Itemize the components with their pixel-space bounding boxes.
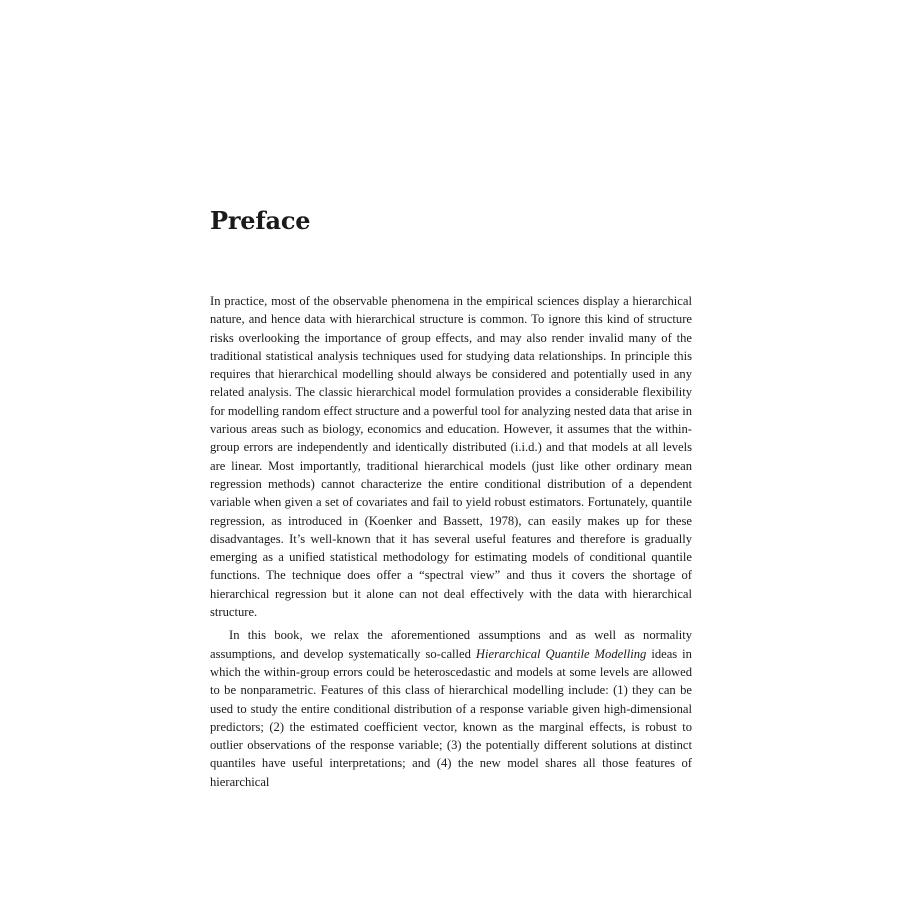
paragraph-2-text-start: In this book, we relax the aforementioned assumptions and as well as normality assumptions, and develop systematically so-called [210,628,692,661]
preface-body [210,292,692,791]
chapter-title: Preface [210,206,311,235]
emphasized-term: Hierarchical Quantile Modelling [475,646,647,661]
paragraph-1: In practice, most of the observable phenomena in the empirical sciences display a hierarchical nature, and hence data with hierarchical structure is common. To ignore this kind of structure risks overlooking the importance of group effects, and may also render invalid many of the traditional statistical analysis techniques used for studying data relationships. In principle this requires that hierarchical modelling should always be considered and potentially used in any related analysis. The classic hierarchical model formulation provides a considerable flexibility for modelling random effect structure and a powerful tool for analyzing nested data that arise in various areas such as biology, economics and education. However, it assumes that the within-group errors are independently and identically distributed (i.i.d.) and that models at all levels are linear. Most importantly, traditional hierarchical models (just like other ordinary mean regression methods) cannot characterize the entire conditional distribution of a dependent variable when given a set of covariates and fail to yield robust estimators. Fortunately, quantile regression, as introduced in (Koenker and Bassett, 1978), can easily makes up for these disadvantages. It’s well-known that it has several useful features and therefore is gradually emerging as a unified statistical methodology for estimating models of conditional quantile functions. The technique does offer a “spectral view” and thus it covers the shortage of hierarchical regression but it alone can not deal effectively with the data with hierarchical structure. [210,294,693,620]
paragraph-2 [210,626,692,791]
paragraph-2-text-end: ideas in which the within-group errors could be heteroscedastic and models at some levels are allowed to be nonparametric. Features of this class of hierarchical modelling include: (1) they can be used to study the entire conditional distribution of a response variable given high-dimensional predictors; (2) the estimated coefficient vector, known as the marginal effects, is robust to outlier observations of the response variable; (3) the potentially different solutions at distinct quantiles have useful interpretations; and (4) the new model shares all those features of hierarchical [210,646,692,789]
